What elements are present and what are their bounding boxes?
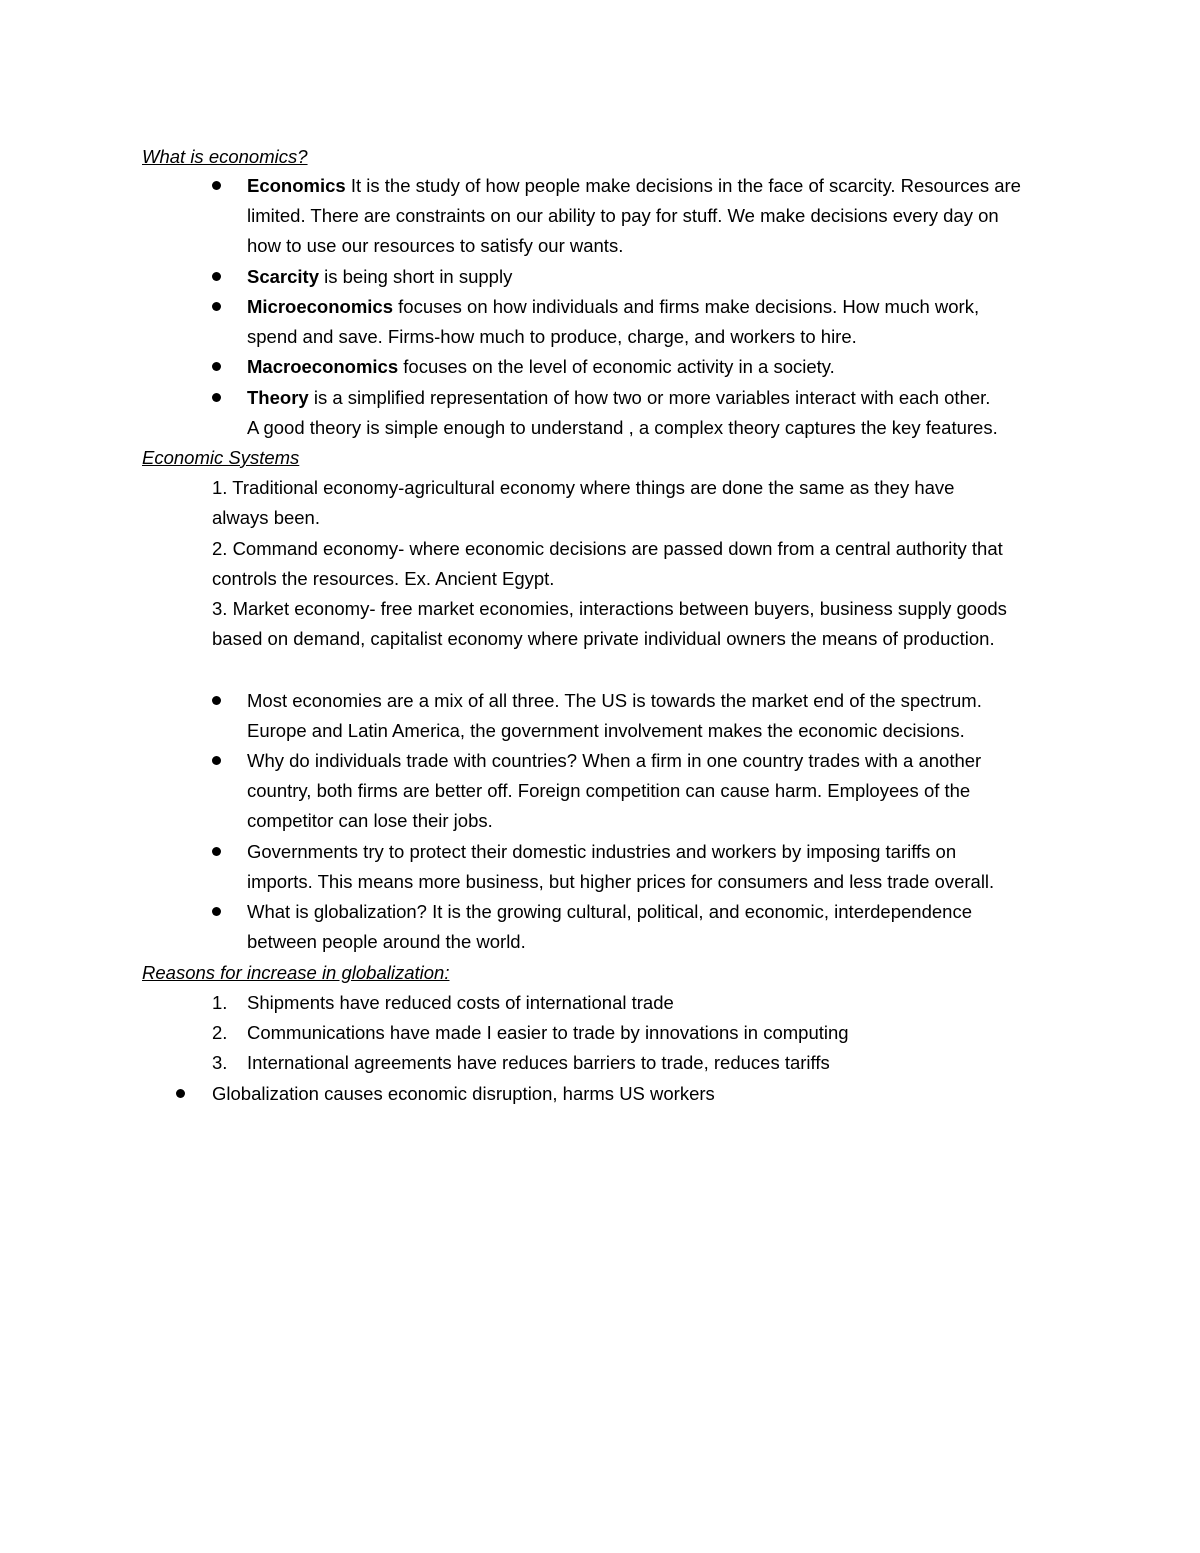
term-microeconomics: Microeconomics [247,296,393,317]
microeconomics-item-line [247,295,979,319]
bullet-icon [212,272,221,281]
economics-item-line [247,174,1021,198]
theory-item-line [247,386,990,410]
point-tariffs-line-1: Governments try to protect their domestic industries and workers by imposing tariffs on [247,841,957,862]
system-traditional-line-1: 1. Traditional economy-agricultural economy where things are done the same as they have [212,477,955,498]
economics-item-line-2: limited. There are constraints on our ability to pay for stuff. We make decisions every day on [247,205,999,226]
bullet-icon [212,756,221,765]
bullet-icon [212,181,221,190]
scarcity-item-line [247,265,512,289]
reason-number-3: 3. [212,1052,228,1073]
point-trade-line-3: competitor can lose their jobs. [247,810,493,831]
bullet-icon [176,1089,185,1098]
bullet-icon [212,302,221,311]
final-point-disruption: Globalization causes economic disruption, harms US workers [212,1083,715,1104]
reason-shipments: Shipments have reduced costs of international trade [247,992,674,1013]
point-mix-line-1: Most economies are a mix of all three. The US is towards the market end of the spectrum. [247,690,982,711]
economics-definition: It is the study of how people make decisions in the face of scarcity. Resources are [345,175,1021,196]
system-market-line-1: 3. Market economy- free market economies, interactions between buyers, business supply goods [212,598,1007,619]
heading-economic-systems: Economic Systems [142,447,300,468]
bullet-icon [212,847,221,856]
point-globalization-line-1: What is globalization? It is the growing cultural, political, and economic, interdependence [247,901,972,922]
system-command-line-1: 2. Command economy- where economic decisions are passed down from a central authority that [212,538,1003,559]
point-mix-line-2: Europe and Latin America, the government involvement makes the economic decisions. [247,720,965,741]
reason-agreements: International agreements have reduces barriers to trade, reduces tariffs [247,1052,830,1073]
reason-number-2: 2. [212,1022,228,1043]
term-economics: Economics [247,175,346,196]
point-trade-line-2: country, both firms are better off. Foreign competition can cause harm. Employees of the [247,780,971,801]
microeconomics-item-line-2: spend and save. Firms-how much to produce, charge, and workers to hire. [247,326,857,347]
bullet-icon [212,362,221,371]
microeconomics-definition: focuses on how individuals and firms make decisions. How much work, [393,296,980,317]
theory-item-line-2: A good theory is simple enough to understand , a complex theory captures the key features. [247,417,998,438]
macroeconomics-item-line [247,355,835,379]
heading-reasons-globalization: Reasons for increase in globalization: [142,962,450,983]
scarcity-definition: is being short in supply [319,266,513,287]
macroeconomics-definition: focuses on the level of economic activity in a society. [398,356,835,377]
system-traditional-line-2: always been. [212,507,320,528]
bullet-icon [212,696,221,705]
system-market-line-2: based on demand, capitalist economy where private individual owners the means of production. [212,628,995,649]
term-theory: Theory [247,387,309,408]
term-scarcity: Scarcity [247,266,319,287]
economics-item-line-3: how to use our resources to satisfy our wants. [247,235,624,256]
bullet-icon [212,393,221,402]
point-globalization-line-2: between people around the world. [247,931,526,952]
reason-number-1: 1. [212,992,228,1013]
bullet-icon [212,907,221,916]
heading-what-is-economics: What is economics? [142,146,308,167]
term-macroeconomics: Macroeconomics [247,356,399,377]
point-tariffs-line-2: imports. This means more business, but higher prices for consumers and less trade overall. [247,871,995,892]
theory-definition: is a simplified representation of how two or more variables interact with each other. [308,387,991,408]
point-trade-line-1: Why do individuals trade with countries? When a firm in one country trades with a another [247,750,982,771]
system-command-line-2: controls the resources. Ex. Ancient Egypt. [212,568,555,589]
reason-communications: Communications have made I easier to trade by innovations in computing [247,1022,849,1043]
